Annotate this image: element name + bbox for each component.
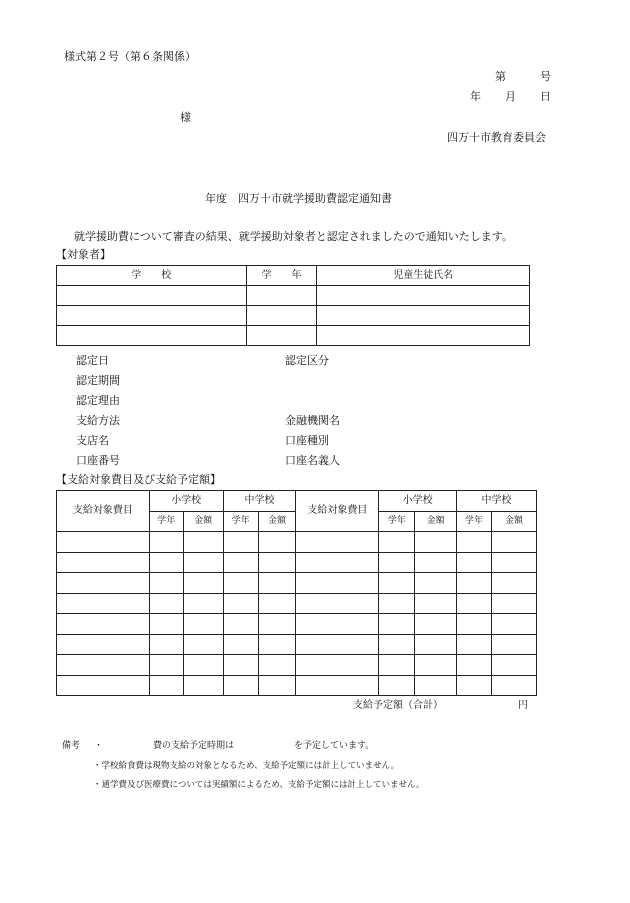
header-elementary-right: 小学校 xyxy=(379,491,457,512)
table-cell xyxy=(149,532,183,553)
table-cell xyxy=(457,573,492,594)
header-grade: 学年 xyxy=(223,511,258,532)
table-cell xyxy=(149,593,183,614)
number-label-dai: 第 xyxy=(495,70,506,83)
number-label-go: 号 xyxy=(540,70,551,83)
table-cell xyxy=(296,593,379,614)
table-cell xyxy=(415,593,457,614)
field-koza-bango: 口座番号 xyxy=(76,454,120,467)
remarks-label: 備考 xyxy=(62,741,81,751)
table-cell xyxy=(149,552,183,573)
table-cell xyxy=(246,286,317,306)
date-day: 日 xyxy=(540,90,551,103)
table-cell xyxy=(57,306,247,326)
table-cell xyxy=(317,306,530,326)
form-number: 様式第２号（第６条関係） xyxy=(64,50,196,63)
table-cell xyxy=(223,573,258,594)
table-cell xyxy=(379,552,415,573)
table-cell xyxy=(415,634,457,655)
table-cell xyxy=(57,532,150,553)
date-year: 年 xyxy=(470,90,481,103)
field-shiten: 支店名 xyxy=(76,434,109,447)
field-nintei-date: 認定日 xyxy=(76,354,109,367)
table-cell xyxy=(492,532,537,553)
table-cell xyxy=(149,634,183,655)
header-school: 学 校 xyxy=(57,266,247,286)
table-cell xyxy=(149,655,183,676)
header-amount: 金額 xyxy=(415,511,457,532)
header-item-right: 支給対象費目 xyxy=(296,491,379,532)
table-cell xyxy=(149,614,183,635)
field-nintei-riyu: 認定理由 xyxy=(76,394,120,407)
table-cell xyxy=(223,675,258,696)
total-label: 支給予定額（合計） xyxy=(353,700,443,711)
table-cell xyxy=(258,593,296,614)
header-elementary-left: 小学校 xyxy=(149,491,223,512)
payment-section-label: 【支給対象費目及び支給予定額】 xyxy=(56,473,221,486)
field-kinyu-kikan: 金融機関名 xyxy=(285,414,340,427)
table-cell xyxy=(258,532,296,553)
table-cell xyxy=(223,593,258,614)
body-text: 就学援助費について審査の結果、就学援助対象者と認定されましたので通知いたします。 xyxy=(74,230,513,243)
document-title: 年度 四万十市就学援助費認定通知書 xyxy=(205,192,392,205)
table-cell xyxy=(492,675,537,696)
table-cell xyxy=(258,675,296,696)
table-cell xyxy=(457,634,492,655)
remarks-bullet: ・ xyxy=(94,741,104,751)
table-cell xyxy=(379,634,415,655)
table-cell xyxy=(57,286,247,306)
table-cell xyxy=(183,532,223,553)
table-row xyxy=(57,634,537,655)
table-cell xyxy=(457,655,492,676)
table-cell xyxy=(183,614,223,635)
table-cell xyxy=(296,614,379,635)
table-cell xyxy=(379,675,415,696)
table-cell xyxy=(258,614,296,635)
table-cell xyxy=(492,593,537,614)
issuer: 四万十市教育委員会 xyxy=(447,131,546,144)
table-row xyxy=(57,573,537,594)
table-cell xyxy=(415,552,457,573)
table-cell xyxy=(415,573,457,594)
header-grade: 学年 xyxy=(149,511,183,532)
table-cell xyxy=(379,614,415,635)
table-cell xyxy=(492,614,537,635)
table-cell xyxy=(457,675,492,696)
remarks-line1-b: を予定しています。 xyxy=(294,741,375,751)
table-cell xyxy=(457,593,492,614)
table-cell xyxy=(492,655,537,676)
table-cell xyxy=(317,286,530,306)
header-student-name: 児童生徒氏名 xyxy=(317,266,530,286)
table-cell xyxy=(492,634,537,655)
table-row xyxy=(57,306,530,326)
header-item-left: 支給対象費目 xyxy=(57,491,150,532)
table-cell xyxy=(379,655,415,676)
table-row xyxy=(57,286,530,306)
table-cell xyxy=(57,552,150,573)
recipient-sama: 様 xyxy=(180,111,191,124)
table-row xyxy=(57,552,537,573)
table-cell xyxy=(296,573,379,594)
header-amount: 金額 xyxy=(183,511,223,532)
table-cell xyxy=(415,614,457,635)
table-row xyxy=(57,593,537,614)
table-cell xyxy=(149,573,183,594)
table-cell xyxy=(258,573,296,594)
table-cell xyxy=(258,552,296,573)
table-cell xyxy=(183,552,223,573)
table-cell xyxy=(492,552,537,573)
table-cell xyxy=(57,573,150,594)
table-cell xyxy=(415,532,457,553)
payment-table xyxy=(56,490,537,696)
header-amount: 金額 xyxy=(258,511,296,532)
field-koza-shubetsu: 口座種別 xyxy=(285,434,329,447)
table-cell xyxy=(296,655,379,676)
header-grade: 学年 xyxy=(457,511,492,532)
table-cell xyxy=(57,634,150,655)
table-row xyxy=(57,326,530,346)
payment-header-row xyxy=(57,491,537,512)
remarks-line2: ・学校給食費は現物支給の対象となるため、支給予定額には計上していません。 xyxy=(93,761,400,771)
table-cell xyxy=(246,326,317,346)
table-row xyxy=(57,532,537,553)
subjects-table xyxy=(56,265,530,346)
table-cell xyxy=(246,306,317,326)
table-cell xyxy=(223,532,258,553)
table-cell xyxy=(296,675,379,696)
header-amount: 金額 xyxy=(492,511,537,532)
table-cell xyxy=(57,675,150,696)
table-cell xyxy=(149,675,183,696)
table-cell xyxy=(223,634,258,655)
date-month: 月 xyxy=(505,90,516,103)
field-koza-meigi: 口座名義人 xyxy=(285,454,340,467)
table-cell xyxy=(457,532,492,553)
field-shikyu-hoho: 支給方法 xyxy=(76,414,120,427)
table-row xyxy=(57,675,537,696)
table-row xyxy=(57,614,537,635)
table-cell xyxy=(296,532,379,553)
field-nintei-kubun: 認定区分 xyxy=(285,354,329,367)
table-cell xyxy=(457,552,492,573)
table-cell xyxy=(457,614,492,635)
table-cell xyxy=(296,634,379,655)
table-cell xyxy=(258,634,296,655)
table-cell xyxy=(317,326,530,346)
table-cell xyxy=(183,634,223,655)
table-cell xyxy=(379,532,415,553)
table-cell xyxy=(57,593,150,614)
table-cell xyxy=(183,593,223,614)
table-row xyxy=(57,655,537,676)
header-junior-high-right: 中学校 xyxy=(457,491,537,512)
table-cell xyxy=(223,655,258,676)
remarks-line3: ・通学費及び医療費については実績額によるため、支給予定額には計上していません。 xyxy=(93,780,425,790)
table-cell xyxy=(379,593,415,614)
header-junior-high-left: 中学校 xyxy=(223,491,296,512)
table-cell xyxy=(296,552,379,573)
table-cell xyxy=(183,573,223,594)
table-cell xyxy=(415,655,457,676)
header-grade: 学年 xyxy=(379,511,415,532)
table-cell xyxy=(379,573,415,594)
table-cell xyxy=(57,655,150,676)
table-cell xyxy=(258,655,296,676)
table-cell xyxy=(57,614,150,635)
yen-label: 円 xyxy=(518,700,528,711)
table-cell xyxy=(223,552,258,573)
table-cell xyxy=(183,675,223,696)
table-cell xyxy=(492,573,537,594)
table-cell xyxy=(183,655,223,676)
table-cell xyxy=(415,675,457,696)
field-nintei-kikan: 認定期間 xyxy=(76,374,120,387)
table-cell xyxy=(57,326,247,346)
payment-body xyxy=(57,532,537,696)
remarks-line1-a: 費の支給予定時期は xyxy=(153,741,235,751)
table-cell xyxy=(223,614,258,635)
subjects-section-label: 【対象者】 xyxy=(56,248,111,261)
subjects-header-row xyxy=(57,266,530,286)
header-grade: 学 年 xyxy=(246,266,317,286)
